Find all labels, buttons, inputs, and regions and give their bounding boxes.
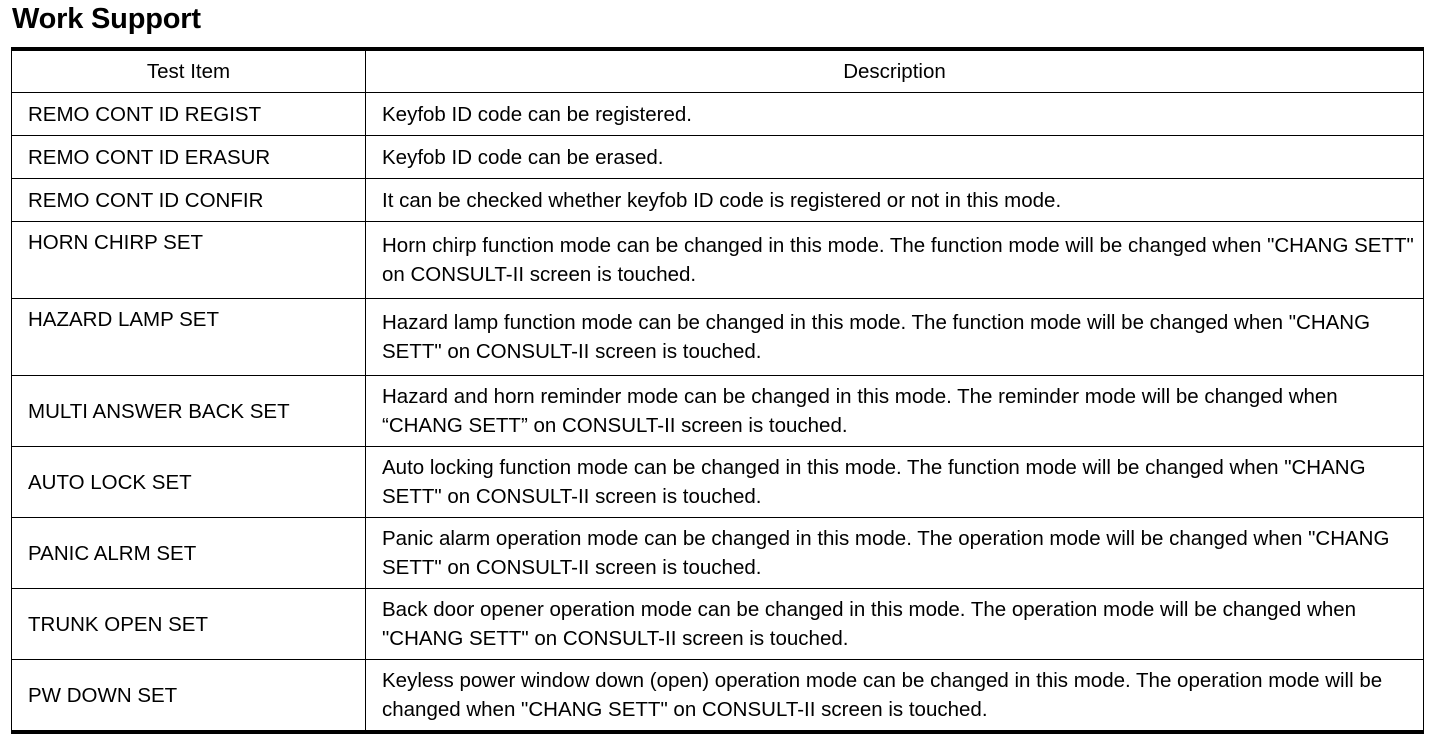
table-row: [12, 136, 1424, 179]
column-header-description: Description: [366, 49, 1424, 93]
description-cell: Auto locking function mode can be changed in this mode. The function mode will be changed when "CHANG SETT" on CONSULT-II screen is touched.: [366, 447, 1424, 518]
description-cell: Horn chirp function mode can be changed in this mode. The function mode will be changed when "CHANG SETT" on CONSULT-II screen is touched.: [366, 222, 1424, 299]
description-cell: Panic alarm operation mode can be changed in this mode. The operation mode will be changed when "CHANG SETT" on CONSULT-II screen is touched.: [366, 518, 1424, 589]
description-cell: Hazard and horn reminder mode can be changed in this mode. The reminder mode will be changed when “CHANG SETT” on CONSULT-II screen is touched.: [366, 376, 1424, 447]
work-support-table-container: [11, 47, 1423, 734]
column-header-test-item: Test Item: [12, 49, 366, 93]
description-cell: Hazard lamp function mode can be changed in this mode. The function mode will be changed when "CHANG SETT" on CONSULT-II screen is touched.: [366, 299, 1424, 376]
table-row: [12, 518, 1424, 589]
test-item-cell: REMO CONT ID CONFIR: [12, 179, 366, 222]
test-item-cell: MULTI ANSWER BACK SET: [12, 376, 366, 447]
table-row: [12, 179, 1424, 222]
table-row: [12, 447, 1424, 518]
table-row: [12, 660, 1424, 733]
table-row: [12, 299, 1424, 376]
description-cell: Back door opener operation mode can be changed in this mode. The operation mode will be changed when "CHANG SETT" on CONSULT-II screen is touched.: [366, 589, 1424, 660]
table-row: [12, 376, 1424, 447]
test-item-cell: REMO CONT ID ERASUR: [12, 136, 366, 179]
description-cell: Keyfob ID code can be erased.: [366, 136, 1424, 179]
test-item-cell: HAZARD LAMP SET: [12, 299, 366, 376]
table-row: [12, 93, 1424, 136]
table-row: [12, 222, 1424, 299]
test-item-cell: PANIC ALRM SET: [12, 518, 366, 589]
test-item-cell: TRUNK OPEN SET: [12, 589, 366, 660]
test-item-cell: PW DOWN SET: [12, 660, 366, 733]
table-row: [12, 589, 1424, 660]
test-item-cell: HORN CHIRP SET: [12, 222, 366, 299]
test-item-cell: AUTO LOCK SET: [12, 447, 366, 518]
description-cell: Keyfob ID code can be registered.: [366, 93, 1424, 136]
description-cell: Keyless power window down (open) operation mode can be changed in this mode. The operation mode will be changed when "CHANG SETT" on CONSULT-II screen is touched.: [366, 660, 1424, 733]
page-title: Work Support: [12, 3, 201, 35]
table-header-row: [12, 49, 1424, 93]
work-support-table: [11, 47, 1424, 734]
description-cell: It can be checked whether keyfob ID code is registered or not in this mode.: [366, 179, 1424, 222]
test-item-cell: REMO CONT ID REGIST: [12, 93, 366, 136]
